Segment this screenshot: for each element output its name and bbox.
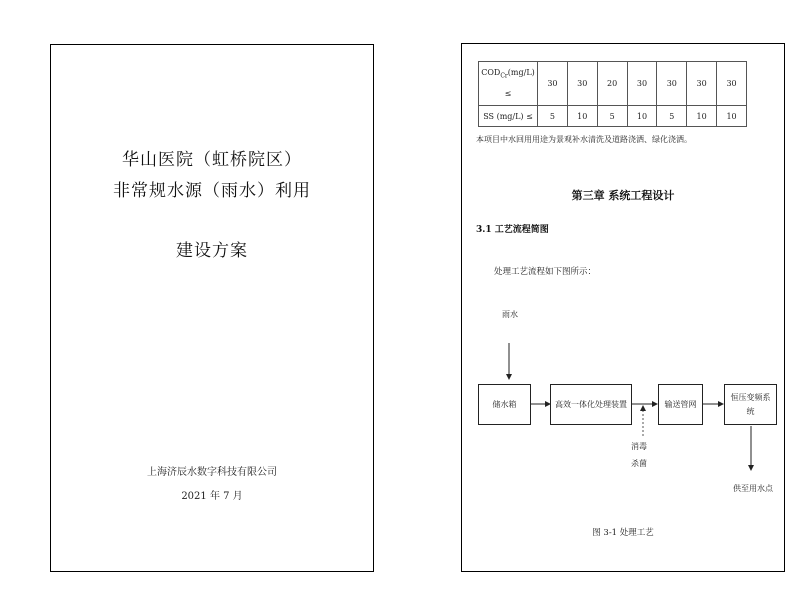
table-cell: 30 — [627, 62, 657, 106]
figure-caption: 图 3-1 处理工艺 — [592, 528, 654, 538]
table-row-label: SS (mg/L) ≤ — [479, 106, 538, 127]
table-cell: 20 — [597, 62, 627, 106]
cover-company: 上海济辰水数字科技有限公司 — [147, 467, 277, 478]
table-cell: 10 — [567, 106, 597, 127]
table-cell: 10 — [627, 106, 657, 127]
section-title: 3.1 工艺流程简图 — [476, 225, 549, 235]
table-cell: 30 — [657, 62, 687, 106]
cover-date: 2021 年 7 月 — [181, 491, 243, 502]
cover-page — [50, 44, 374, 572]
flow-box-treatment-unit: 高效一体化处理装置 — [550, 384, 632, 425]
table-cell: 10 — [717, 106, 747, 127]
usage-note: 本项目中水回用用途为景观补水清洗及道路浇洒、绿化浇洒。 — [476, 135, 692, 144]
disinfect-label-2: 杀菌 — [631, 459, 647, 468]
cover-title-line2: 非常规水源（雨水）利用 — [113, 181, 311, 201]
flow-box-pipe-network: 输送管网 — [658, 384, 703, 425]
chapter-title: 第三章 系统工程设计 — [571, 189, 675, 202]
output-label: 供至用水点 — [733, 484, 773, 493]
flow-box-pressure-system: 恒压变频系统 — [724, 384, 777, 425]
table-row-label: $COD_{Cr}(mg/L)$ ≤ — [479, 62, 538, 106]
table-cell: 30 — [717, 62, 747, 106]
table-cell: 5 — [597, 106, 627, 127]
table-cell: 30 — [567, 62, 597, 106]
disinfect-label-1: 消毒 — [631, 442, 647, 451]
cover-title-line3: 建设方案 — [176, 241, 248, 261]
table-cell: 5 — [538, 106, 568, 127]
table-cell: 30 — [538, 62, 568, 106]
table-cell: 10 — [687, 106, 717, 127]
cover-title-line1: 华山医院（虹桥院区） — [122, 150, 302, 170]
content-page — [461, 43, 785, 572]
rainwater-label: 雨水 — [502, 310, 518, 319]
intro-text: 处理工艺流程如下图所示： — [494, 267, 597, 277]
table-cell: 5 — [657, 106, 687, 127]
table-cell: 30 — [687, 62, 717, 106]
flow-box-storage-tank: 储水箱 — [478, 384, 531, 425]
